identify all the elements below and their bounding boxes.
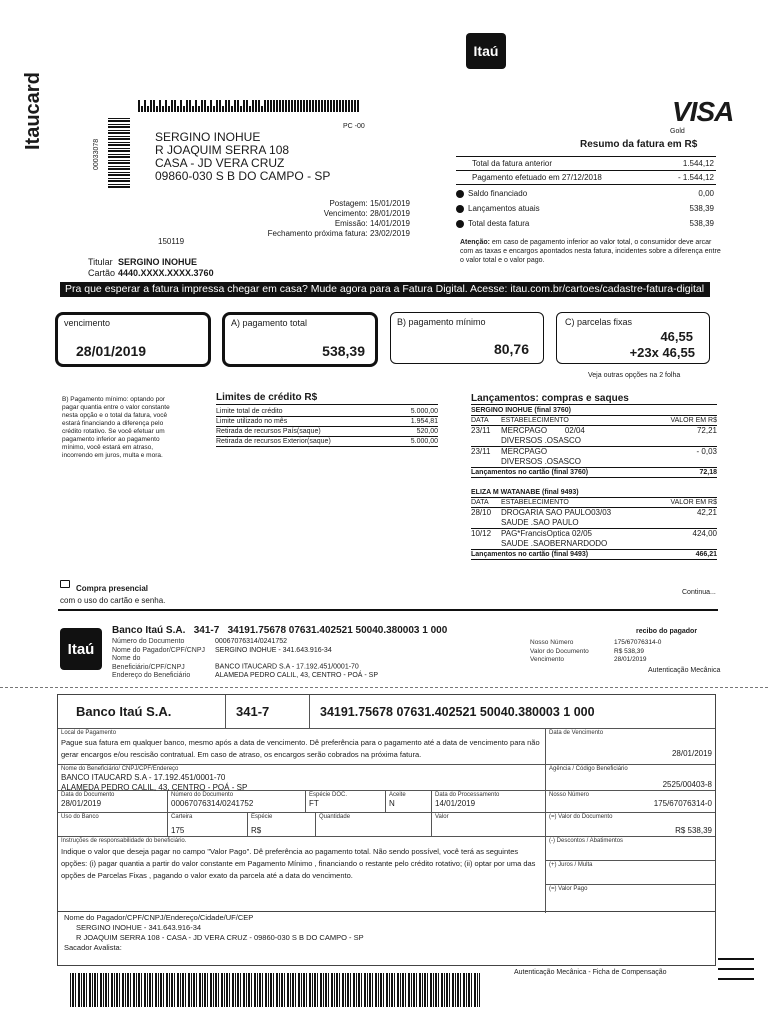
date-value: 14/01/2019: [369, 219, 410, 228]
limit-label: Retirada de recursos País(saque): [216, 428, 321, 435]
slip-digitable-line: 34191.75678 07631.402521 50040.380003 1 000: [310, 695, 715, 729]
payment-slip: [57, 694, 716, 912]
card-number: 4440.XXXX.XXXX.3760: [118, 268, 214, 278]
receipt-label: Vencimento: [530, 656, 564, 663]
payment-barcode: [70, 973, 480, 1007]
slip-auth: Autenticação Mecânica - Ficha de Compensação: [514, 969, 667, 976]
tx-date: 10/12: [471, 529, 492, 538]
group-total-label: Lançamentos no cartão (final 3760): [471, 469, 589, 476]
in-person-title: Compra presencial: [76, 584, 149, 593]
date-label: Emissão:: [334, 219, 368, 228]
date-value: 23/02/2019: [369, 229, 410, 238]
group-header: SERGINO INOHUE (final 3760): [471, 404, 717, 416]
plus-icon: [456, 205, 464, 213]
transactions-title: Lançamentos: compras e saques: [471, 393, 629, 404]
doc-value-label: (=) Valor do Documento: [549, 814, 613, 820]
receipt-value: 00067076314/0241752: [215, 638, 288, 645]
value-cell: [432, 813, 546, 837]
date-label: Vencimento:: [323, 209, 368, 218]
agency-label: Agência / Código Beneficiário: [549, 766, 628, 772]
transactions: [471, 393, 717, 560]
quantity-label: Quantidade: [319, 814, 351, 820]
summary-value: 538,39: [689, 204, 714, 213]
total-payment-box[interactable]: [222, 312, 378, 367]
paid-value-label: (=) Valor Pago: [549, 886, 588, 892]
tx-establishment: PAG*FrancisOptica 02/05: [501, 529, 593, 538]
tx-category: SAUDE .SAO PAULO: [501, 518, 579, 527]
minimum-payment-value: 80,76: [493, 341, 529, 357]
doc-value-cell: [546, 813, 715, 837]
payer-block: [57, 912, 716, 966]
wallet-label: Carteira: [171, 814, 193, 820]
due-date-box: [55, 312, 211, 367]
receipt-value: 28/01/2019: [614, 656, 647, 663]
due-date-cell: [546, 729, 715, 765]
tx-date: 23/11: [471, 426, 491, 435]
tx-establishment: MERCPAGO 02/04: [501, 426, 585, 435]
limit-value: 5.000,00: [410, 408, 438, 415]
holder-name: SERGINO INOHUE: [118, 257, 198, 267]
equals-icon: [456, 220, 464, 228]
dates-block: [240, 199, 410, 239]
payment-place-text: Pague sua fatura em qualquer banco, mesmo após a data de vencimento. Dê preferência para o pagamento até a data de vencimento para não gerar encargos e/ou rescisão contratual. Em caso de atraso, os encargos serão cobrados na próxima fatura.: [61, 738, 540, 759]
receipt-value: BANCO ITAUCARD S.A - 17.192.451/0001-70: [215, 663, 359, 671]
quantity-cell: [316, 813, 432, 837]
payment-place-label: Local de Pagamento: [61, 730, 117, 736]
date-label: Postagem:: [329, 199, 368, 208]
group-total: [471, 467, 717, 478]
address-line: SERGINO INOHUE: [155, 130, 261, 144]
doc-type-label: Espécie DOC.: [309, 792, 348, 798]
receipt-label: Nosso Número: [530, 639, 574, 646]
slip-bank-code: 341-7: [226, 695, 310, 729]
summary-label: Saldo financiado: [468, 189, 528, 198]
beneficiary: [58, 765, 546, 791]
tx-category: DIVERSOS .OSASCO: [501, 436, 582, 445]
total-payment-label: A) pagamento total: [231, 318, 308, 328]
summary-row: [456, 215, 716, 230]
attention-text: em caso de pagamento inferior ao valor total, o consumidor deve arcar com as taxas e encargos apontados nesta fatura, incidentes sobre a diferença entre o valor total e o valor pago.: [460, 239, 721, 264]
transaction-row: [471, 508, 717, 528]
group-total: [471, 549, 717, 560]
ref-number: 150119: [158, 237, 185, 246]
itaucard-brand: Itaucard: [22, 72, 44, 150]
paid-value-cell[interactable]: [546, 885, 715, 913]
address-line: R JOAQUIM SERRA 108: [155, 143, 290, 157]
receipt-auth: Autenticação Mecânica: [648, 667, 721, 674]
summary-value: 538,39: [689, 219, 714, 228]
summary-label: Lançamentos atuais: [468, 204, 540, 213]
doc-type-cell: [306, 791, 386, 813]
slip-marks: [718, 958, 754, 980]
acceptance-value: N: [389, 799, 395, 808]
col-establishment: ESTABELECIMENTO: [501, 499, 569, 506]
minimum-payment-box[interactable]: [390, 312, 544, 364]
transactions-header-row: [471, 498, 717, 508]
date-value: 28/01/2019: [369, 209, 410, 218]
transactions-header-row: [471, 416, 717, 426]
doc-date-label: Data do Documento: [61, 792, 115, 798]
our-number-label: Nosso Número: [549, 792, 590, 798]
limit-label: Limite utilizado no mês: [216, 418, 288, 425]
doc-date-cell: [58, 791, 168, 813]
interest-label: (+) Juros / Multa: [549, 862, 593, 868]
acceptance-cell: [386, 791, 432, 813]
payer-name: SERGINO INOHUE - 341.643.916-34: [76, 923, 202, 932]
summary-value: 1.544,12: [682, 159, 714, 168]
limit-row: [216, 416, 438, 427]
address-line: 09860-030 S B DO CAMPO - SP: [155, 169, 331, 183]
currency-value: R$: [251, 826, 262, 835]
agency-value: 2525/00403-8: [662, 780, 712, 789]
instructions-cell: [58, 837, 546, 913]
minimum-payment-label: B) pagamento mínimo: [397, 317, 486, 327]
our-number-cell: [546, 791, 715, 813]
summary-table: [456, 156, 716, 230]
col-value: VALOR EM R$: [670, 417, 717, 424]
pc-code: PC -00: [343, 123, 365, 130]
group-total-value: 72,18: [699, 469, 717, 476]
limit-row: [216, 427, 438, 437]
doc-number-label: Número do Documento: [171, 792, 234, 798]
agency-cell: [546, 765, 715, 791]
wallet-cell: [168, 813, 248, 837]
value-label: Valor: [435, 814, 449, 820]
cut-line: [0, 687, 768, 688]
bank-use-label: Uso do Banco: [61, 814, 99, 820]
digital-invoice-banner[interactable]: Pra que esperar a fatura impressa chegar em casa? Mude agora para a Fatura Digital. Acesse: itau.com.br/cartoes/cadastre-fatura-digital: [60, 282, 710, 297]
limit-row: [216, 437, 438, 447]
holder-label: Titular: [88, 257, 113, 267]
instructions-label: Instruções de responsabilidade do beneficiário.: [61, 838, 187, 844]
installments-box[interactable]: [556, 312, 710, 364]
side-code: 00033078: [93, 138, 100, 170]
tx-value: 72,21: [696, 426, 717, 435]
card-icon: [60, 580, 70, 588]
summary-value: 0,00: [698, 189, 714, 198]
installments-label: C) parcelas fixas: [565, 317, 633, 327]
limit-value: 5.000,00: [410, 438, 438, 445]
receipt-value: SERGINO INOHUE - 341.643.916-34: [215, 646, 332, 654]
processing-date-value: 14/01/2019: [435, 799, 476, 808]
date-value: 15/01/2019: [369, 199, 410, 208]
tx-value: 42,21: [696, 508, 717, 517]
group-total-value: 466,21: [695, 551, 717, 558]
tx-establishment: DROGARIA SAO PAULO03/03: [501, 508, 612, 517]
our-number-value: 175/67076314-0: [653, 799, 712, 808]
itau-logo: Itaú: [60, 628, 102, 670]
payment-place: [58, 729, 546, 765]
receipt-digitable-line: 34191.75678 07631.402521 50040.380003 1 000: [227, 625, 448, 636]
limit-value: 1.954,81: [410, 418, 438, 425]
instructions-text: Indique o valor que deseja pagar no campo "Valor Pago". Dê preferência ao pagamento total. Não sendo possível, você terá as seguintes opções: (i) pagar quantia a partir do valor constante em Pagamento Mínimo , financiando o restante pelo crédito rotativo; (ii) optar por uma das opções de Parcelas Fixas , pagando o valor exato da parcela até a data do vencimento.: [61, 847, 536, 880]
summary-row: [456, 156, 716, 171]
receipt-tag: recibo do pagador: [636, 628, 698, 635]
col-establishment: ESTABELECIMENTO: [501, 417, 569, 424]
receipt-bank-code: 341-7: [193, 625, 220, 636]
due-date-value: 28/01/2019: [671, 749, 712, 758]
attention-note: [460, 238, 722, 265]
limit-label: Limite total de crédito: [216, 408, 283, 415]
receipt-fields: [112, 638, 378, 681]
tx-value: 424,00: [692, 529, 717, 538]
col-date: DATA: [471, 417, 489, 424]
slip-bank: Banco Itaú S.A.: [58, 695, 226, 729]
receipt-label: Endereço do Beneficiário: [112, 672, 191, 679]
doc-date-value: 28/01/2019: [61, 799, 102, 808]
payer-label: Nome do Pagador/CPF/CNPJ/Endereço/Cidade/UF/CEP: [64, 913, 254, 922]
beneficiary-label: Nome do Beneficiário/ CNPJ/CPF/Endereço: [61, 766, 179, 772]
minus-icon: [456, 190, 464, 198]
doc-value-value: R$ 538,39: [675, 826, 712, 835]
group-total-label: Lançamentos no cartão (final 9493): [471, 551, 589, 558]
transaction-row: [471, 426, 717, 446]
receipt-header: [112, 625, 447, 636]
interest-cell: [546, 861, 715, 885]
acceptance-label: Aceite: [389, 792, 406, 798]
tx-category: SAUDE .SAOBERNARDODO: [501, 539, 608, 548]
transaction-row: [471, 446, 717, 467]
card-label: Cartão: [88, 268, 116, 278]
receipt-value: R$ 538,39: [614, 647, 644, 655]
receipt-value: 175/67076314-0: [614, 639, 662, 646]
receipt-label: Valor do Documento: [530, 647, 589, 655]
installments-plan: +23x 46,55: [629, 345, 695, 360]
discounts-label: (-) Descontos / Abatimentos: [549, 838, 624, 844]
tx-category: DIVERSOS .OSASCO: [501, 457, 582, 466]
receipt-right-fields: [530, 639, 661, 665]
summary-value: - 1.544,12: [677, 173, 714, 182]
payer-address: R JOAQUIM SERRA 108 - CASA - JD VERA CRUZ - 09860-030 S B DO CAMPO - SP: [76, 933, 364, 942]
date-label: Fechamento próxima fatura:: [267, 229, 368, 238]
installments-value: 46,55: [660, 329, 693, 344]
wallet-value: 175: [171, 826, 185, 835]
card-holder-block: [88, 257, 214, 279]
summary-label: Total desta fatura: [468, 219, 530, 228]
transaction-row: [471, 528, 717, 549]
currency-label: Espécie: [251, 814, 273, 820]
summary-label: Total da fatura anterior: [472, 159, 553, 168]
tx-value: - 0,03: [696, 447, 717, 456]
receipt-label: Nome do Pagador/CPF/CNPJ: [112, 646, 205, 654]
summary-row: [456, 171, 716, 185]
summary-label: Pagamento efetuado em 27/12/2018: [472, 173, 602, 182]
address-block: [155, 131, 330, 183]
address-line: CASA - JD VERA CRUZ: [155, 156, 285, 170]
itau-logo: Itaú: [466, 33, 506, 69]
col-date: DATA: [471, 499, 489, 506]
receipt-label: Nome do Beneficiário/CPF/CNPJ: [112, 655, 185, 671]
postal-barcode: [138, 100, 360, 112]
bank-use-cell: [58, 813, 168, 837]
limits-title: Limites de crédito R$: [216, 392, 438, 405]
total-payment-value: 538,39: [322, 343, 365, 359]
divider: [58, 609, 718, 611]
due-date-label: Data de Vencimento: [549, 730, 604, 736]
credit-limits: [216, 392, 438, 447]
limit-row: [216, 407, 438, 416]
processing-date-cell: [432, 791, 546, 813]
doc-number-cell: [168, 791, 306, 813]
receipt-label: Número do Documento: [112, 638, 185, 645]
due-date-value: 28/01/2019: [76, 343, 147, 359]
guarantor: Sacador Avalista:: [64, 943, 122, 952]
continues-note: Continua...: [682, 589, 716, 596]
summary-row: [456, 200, 716, 215]
visa-tier: Gold: [670, 128, 685, 135]
vertical-barcode: [108, 118, 130, 188]
summary-row: [456, 185, 716, 200]
more-options-note: Veja outras opções na 2 folha: [588, 372, 681, 379]
processing-date-label: Data do Processamento: [435, 792, 500, 798]
limit-label: Retirada de recursos Exterior(saque): [216, 438, 331, 445]
receipt-value: ALAMEDA PEDRO CALIL, 43, CENTRO - POÁ - SP: [215, 672, 378, 679]
discounts-cell: [546, 837, 715, 861]
currency-cell: [248, 813, 316, 837]
col-value: VALOR EM R$: [670, 499, 717, 506]
minimum-payment-note: B) Pagamento mínimo: optando por pagar quantia entre o valor constante nesta opção e o total da fatura, você estará financiando a diferença pelo crédito rotativo. Se você efetuar um pagamento inferior ao pagamento mínimo, você estará em atraso, incorrendo em juros, multa e mora.: [62, 396, 170, 459]
doc-type-value: FT: [309, 799, 319, 808]
beneficiary-name: BANCO ITAUCARD S.A - 17.192.451/0001-70: [61, 773, 226, 782]
in-person-subtitle: com o uso do cartão e senha.: [60, 596, 166, 605]
summary-title: Resumo da fatura em R$: [580, 139, 698, 150]
visa-logo: VISA: [672, 96, 734, 127]
beneficiary-address: ALAMEDA PEDRO CALIL, 43, CENTRO - POÁ - SP: [61, 783, 248, 792]
due-date-label: vencimento: [64, 318, 111, 328]
tx-establishment: MERCPAGO: [501, 447, 548, 456]
doc-number-value: 00067076314/0241752: [171, 799, 254, 808]
limit-value: 520,00: [416, 428, 438, 435]
receipt-bank: Banco Itaú S.A.: [112, 625, 186, 636]
attention-label: Atenção:: [460, 239, 490, 246]
tx-date: 28/10: [471, 508, 492, 517]
group-header: ELIZA M WATANABE (final 9493): [471, 488, 717, 498]
tx-date: 23/11: [471, 447, 491, 456]
